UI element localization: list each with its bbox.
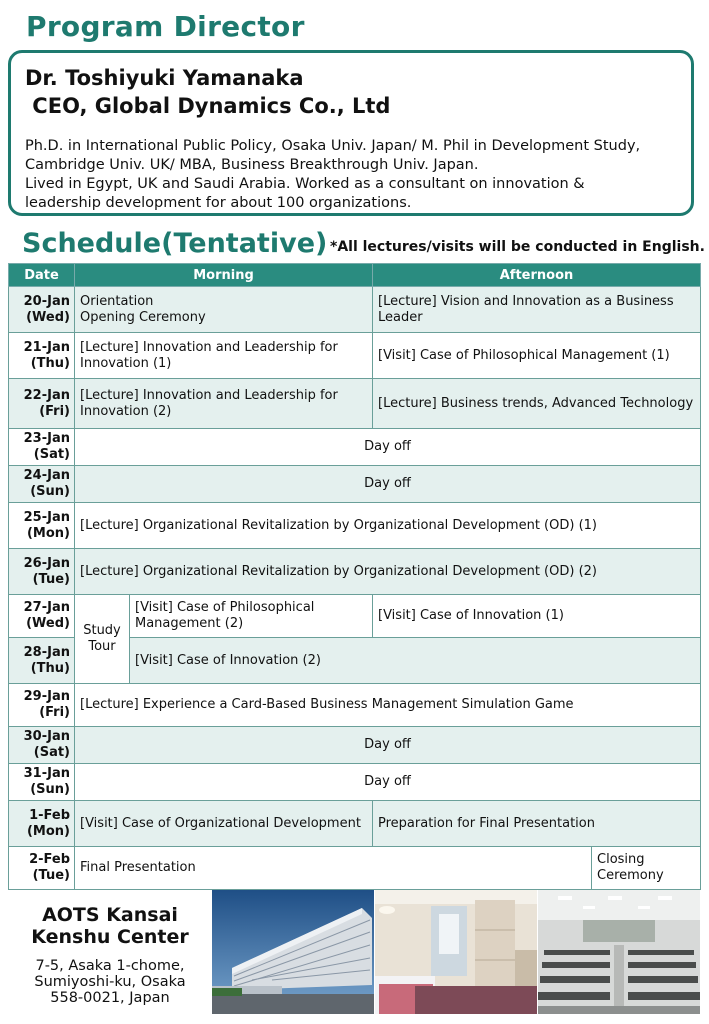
director-bio [25,137,685,213]
date-cell: 20-Jan (Wed) [9,287,75,333]
date-cell: 30-Jan (Sat) [9,727,75,764]
table-row [9,847,701,890]
morning-cell: [Lecture] Innovation and Leadership for Innovation (2) [75,379,373,429]
afternoon-cell: [Visit] Case of Innovation (1) [373,595,701,638]
full-day-cell: [Lecture] Organizational Revitalization by Organizational Development (OD) (1) [75,503,701,549]
director-title: CEO, Global Dynamics Co., Ltd [25,94,391,118]
header-date: Date [9,264,75,287]
full-day-cell: [Lecture] Organizational Revitalization by Organizational Development (OD) (2) [75,549,701,595]
director-name: Dr. Toshiyuki Yamanaka [25,66,304,90]
date-cell: 22-Jan (Fri) [9,379,75,429]
date-cell: 2-Feb (Tue) [9,847,75,890]
date-cell: 21-Jan (Thu) [9,333,75,379]
full-day-cell: [Lecture] Experience a Card-Based Business Management Simulation Game [75,684,701,727]
table-row [9,727,701,764]
date-cell: 25-Jan (Mon) [9,503,75,549]
afternoon-cell: [Lecture] Business trends, Advanced Technology [373,379,701,429]
lecture-hall-photo [538,890,700,1014]
schedule-heading: Schedule(Tentative) [22,228,328,259]
table-row [9,503,701,549]
director-box [8,50,694,216]
date-cell: 26-Jan (Tue) [9,549,75,595]
date-cell: 27-Jan (Wed) [9,595,75,638]
table-row [9,684,701,727]
table-row [9,595,701,638]
center-address: 7-5, Asaka 1-chome, Sumiyoshi-ku, Osaka 558-0021, Japan [34,958,186,1006]
day-off-cell: Day off [75,429,701,466]
date-cell: 23-Jan (Sat) [9,429,75,466]
schedule-body [9,287,701,890]
bio-line: Ph.D. in International Public Policy, Osaka Univ. Japan/ M. Phil in Development Study, [25,138,641,154]
date-cell: 31-Jan (Sun) [9,764,75,801]
building-photo [212,890,374,1014]
morning-cell: Orientation Opening Ceremony [75,287,373,333]
schedule-table [8,263,701,890]
schedule-note: *All lectures/visits will be conducted in English. [330,239,705,255]
afternoon-cell: Preparation for Final Presentation [373,801,701,847]
full-day-cell: [Visit] Case of Innovation (2) [130,638,701,684]
morning-cell: [Visit] Case of Philosophical Management (2) [130,595,373,638]
morning-cell: Final Presentation [75,847,592,890]
guest-room-photo [375,890,537,1014]
schedule-header-row [9,264,701,287]
table-row [9,429,701,466]
date-cell: 29-Jan (Fri) [9,684,75,727]
bio-line: leadership development for about 100 organizations. [25,195,412,211]
afternoon-cell: [Visit] Case of Philosophical Management (1) [373,333,701,379]
date-cell: 1-Feb (Mon) [9,801,75,847]
header-morning: Morning [75,264,373,287]
bio-line: Cambridge Univ. UK/ MBA, Business Breakthrough Univ. Japan. [25,157,479,173]
program-director-heading: Program Director [26,10,305,43]
table-row [9,801,701,847]
day-off-cell: Day off [75,466,701,503]
table-row [9,379,701,429]
morning-cell: [Lecture] Innovation and Leadership for Innovation (1) [75,333,373,379]
morning-cell: [Visit] Case of Organizational Development [75,801,373,847]
date-cell: 24-Jan (Sun) [9,466,75,503]
table-row [9,466,701,503]
day-off-cell: Day off [75,764,701,801]
table-row [9,287,701,333]
date-cell: 28-Jan (Thu) [9,638,75,684]
header-afternoon: Afternoon [373,264,701,287]
table-row [9,549,701,595]
closing-cell: Closing Ceremony [592,847,701,890]
study-tour-cell: Study Tour [75,595,130,684]
day-off-cell: Day off [75,727,701,764]
bio-line: Lived in Egypt, UK and Saudi Arabia. Worked as a consultant on innovation & [25,176,585,192]
table-row [9,333,701,379]
center-name: AOTS Kansai Kenshu Center [31,904,189,948]
table-row [9,764,701,801]
afternoon-cell: [Lecture] Vision and Innovation as a Business Leader [373,287,701,333]
